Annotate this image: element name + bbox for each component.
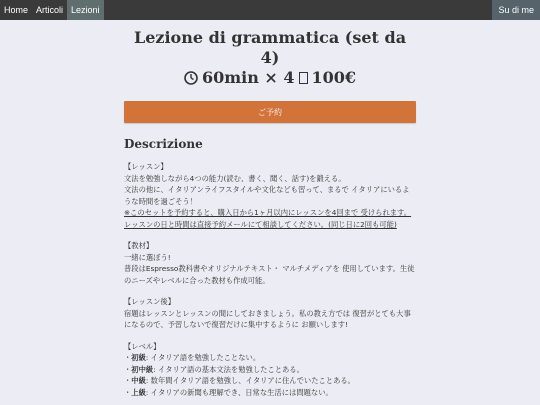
level-text: : イタリア語の基本文法を勉強したことある。: [153, 364, 304, 374]
nav-lezioni[interactable]: Lezioni: [67, 0, 104, 20]
lesson-note-link[interactable]: ※このセットを予約すると、購入日から1ヶ月以内にレッスンを4回まで 受けられます。レッスンの日と時間は直接予約メールにて相談してください。(同じ日に2回も可能): [124, 208, 412, 229]
material-section: [124, 240, 416, 286]
after-line-1: 宿題はレッスンとレッスンの間にしておきましょう。私の教え方では 復習がとても大事になるので、予習しないで復習だけに集中するように お願いします!: [124, 308, 411, 329]
duration-text: 60min × 4: [201, 68, 295, 87]
level-item: ・上級: イタリアの新聞も理解でき、日常な生活には問題ない。: [124, 387, 333, 397]
material-line-2: 普段はEspresso教科書やオリジナルテキスト・ マルチメディアを 使用しています。生徒のニーズやレベルに合った教材も作成可能。: [124, 264, 415, 285]
clock-icon: [184, 71, 198, 85]
level-label: 【レベル】: [124, 341, 161, 351]
description-body: [124, 161, 416, 398]
page-title: Lezione di grammatica (set da 4): [133, 28, 407, 67]
level-name: 初級: [131, 353, 146, 362]
nav-home[interactable]: Home: [4, 5, 29, 15]
level-name: 中級: [131, 376, 146, 385]
level-item: ・初中級: イタリア語の基本文法を勉強したことある。: [124, 364, 304, 374]
main-content: [124, 20, 416, 398]
lesson-section: [124, 161, 416, 230]
level-item: ・初級: イタリア語を勉強したことない。: [124, 353, 261, 362]
page-subtitle: [124, 68, 416, 88]
top-navigation: [0, 0, 540, 20]
after-label: 【レッスン後】: [124, 297, 176, 306]
material-label: 【教材】: [124, 241, 154, 250]
material-line-1: 一緒に選ぼう!: [124, 252, 171, 262]
price-text: 100€: [311, 68, 357, 87]
nav-su-di-me[interactable]: Su di me: [492, 0, 540, 20]
lesson-line-2: 文法の他に、イタリアンライフスタイルや文化なども習って、まるで イタリアにいるような時間を過ごそう！: [124, 185, 410, 206]
nav-articoli[interactable]: Articoli: [36, 5, 64, 15]
lesson-line-1: 文法を勉強しながら4つの能力(読む、書く、聞く、話す)を鍛える。: [124, 173, 346, 183]
lesson-label: 【レッスン】: [124, 162, 168, 171]
level-text: : イタリア語を勉強したことない。: [145, 353, 261, 362]
after-section: [124, 296, 416, 331]
level-section: [124, 341, 416, 399]
level-text: : 数年間イタリア語を勉強し、イタリアに住んでいたことある。: [145, 376, 355, 385]
description-heading: Descrizione: [124, 137, 203, 151]
missing-glyph-icon: [299, 72, 308, 84]
book-button[interactable]: ご予約: [124, 101, 416, 123]
nav-left: [0, 0, 104, 20]
level-item: ・中級: 数年間イタリア語を勉強し、イタリアに住んでいたことある。: [124, 376, 355, 385]
level-text: : イタリアの新聞も理解でき、日常な生活には問題ない。: [145, 387, 333, 397]
level-name: 初中級: [131, 364, 154, 374]
nav-spacer: [104, 0, 493, 20]
level-name: 上級: [131, 387, 146, 397]
